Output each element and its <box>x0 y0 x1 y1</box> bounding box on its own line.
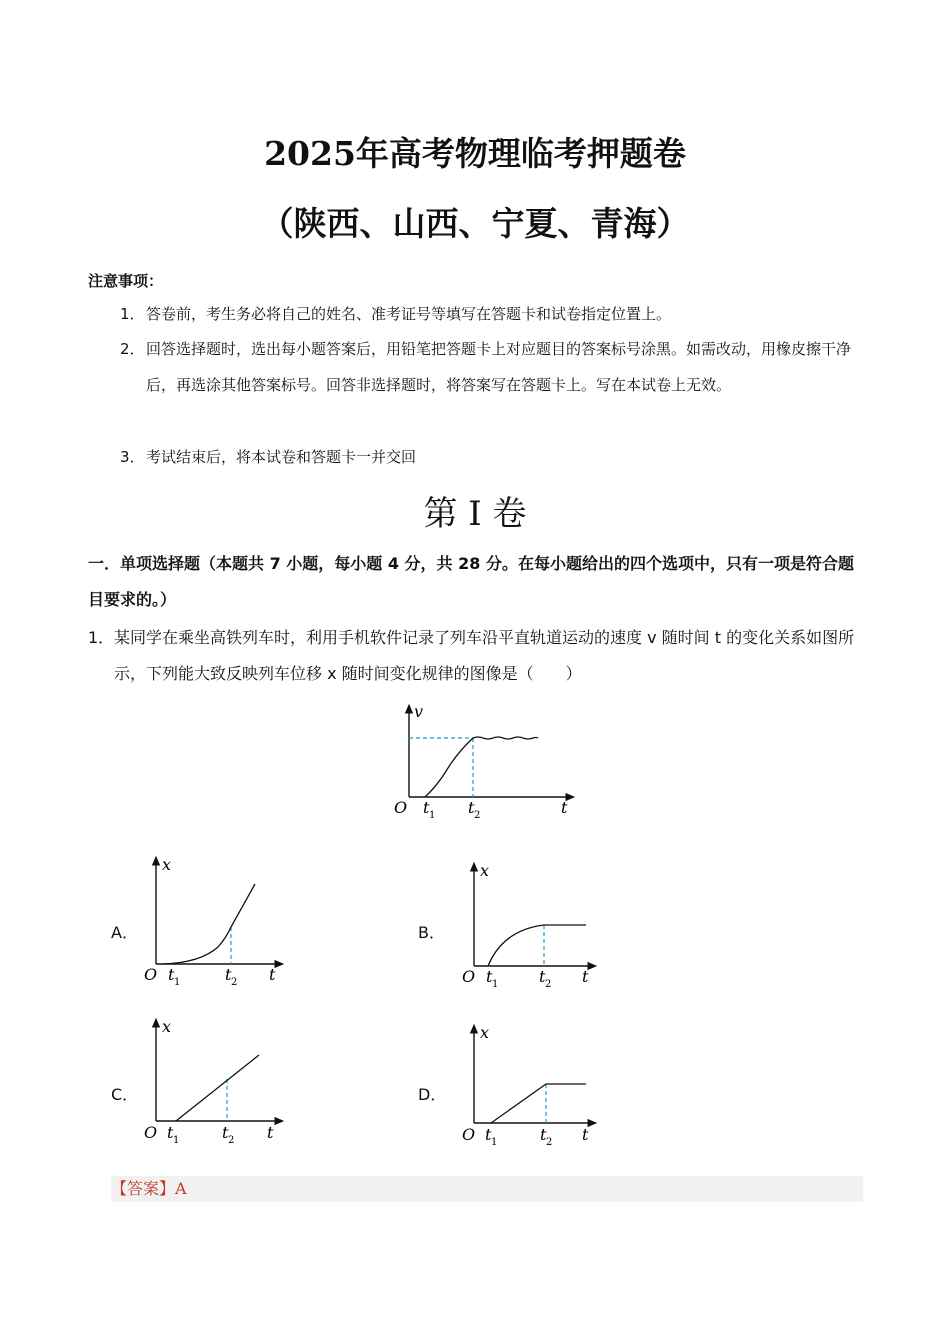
page-subtitle: （陕西、山西、宁夏、青海） <box>260 204 690 243</box>
answer-value: A <box>175 1179 187 1198</box>
t2-subscript: 2 <box>546 1137 553 1148</box>
part-heading: 一．单项选择题（本题共 7 小题，每小题 4 分，共 28 分。在每小题给出的四个选项中，只有一项是符合题目要求的。） <box>88 554 854 609</box>
notice-item-text: 考试结束后，将本试卷和答题卡一并交回 <box>146 448 417 466</box>
t1-label: t <box>486 967 493 986</box>
notice-item-number: 1． <box>120 305 145 323</box>
t2-subscript: 2 <box>474 810 481 821</box>
notice-item-text: 回答选择题时，选出每小题答案后，用铅笔把答题卡上对应题目的答案标号涂黑。如需改动，用橡皮擦干净后，再选涂其他答案标号。回答非选择题时，将答案写在答题卡上。写在本试卷上无效。 <box>146 340 852 394</box>
origin-label: O <box>394 798 408 817</box>
notice-item-number: 2． <box>120 340 145 358</box>
y-axis-label: x <box>480 1023 490 1042</box>
t1-subscript: 1 <box>429 810 436 821</box>
option-b-label[interactable]: B． <box>418 923 445 942</box>
option-d-graph[interactable] <box>458 1020 603 1150</box>
answer-label: 【答案】 <box>111 1179 176 1198</box>
origin-label: O <box>462 1125 476 1144</box>
t1-label: t <box>423 798 430 817</box>
origin-label: O <box>462 967 476 986</box>
notice-item <box>120 439 865 475</box>
y-axis-label: x <box>162 855 172 874</box>
notice-heading: 注意事项： <box>88 272 164 290</box>
x-axis-label: t <box>561 798 568 817</box>
t1-label: t <box>485 1125 492 1144</box>
option-c-label[interactable]: C． <box>111 1085 139 1104</box>
position-line <box>176 1055 259 1121</box>
t1-subscript: 1 <box>491 1137 498 1148</box>
t2-label: t <box>222 1123 229 1142</box>
t1-subscript: 1 <box>173 1135 180 1146</box>
t1-label: t <box>168 965 175 984</box>
answer-box <box>111 1176 863 1202</box>
t1-subscript: 1 <box>492 979 499 988</box>
notice-item-text: 答卷前，考生务必将自己的姓名、准考证号等填写在答题卡和试卷指定位置上。 <box>146 305 672 323</box>
t2-subscript: 2 <box>231 977 238 987</box>
position-line <box>491 1084 586 1123</box>
option-d-label[interactable]: D． <box>418 1085 447 1104</box>
t2-label: t <box>468 798 475 817</box>
question-1 <box>88 620 863 692</box>
t2-subscript: 2 <box>228 1135 235 1146</box>
origin-label: O <box>144 1123 158 1142</box>
position-curve <box>162 884 255 964</box>
option-a-graph[interactable] <box>140 852 290 987</box>
position-curve <box>488 925 586 966</box>
t2-label: t <box>539 967 546 986</box>
x-axis-label: t <box>267 1123 274 1142</box>
y-axis-label: x <box>162 1017 172 1036</box>
t2-label: t <box>225 965 232 984</box>
velocity-curve <box>425 737 538 797</box>
t2-label: t <box>540 1125 547 1144</box>
t1-label: t <box>167 1123 174 1142</box>
option-a-label[interactable]: A． <box>111 923 138 942</box>
option-b-graph[interactable] <box>458 858 603 988</box>
question-number: 1． <box>88 628 115 647</box>
notice-item <box>120 296 865 332</box>
notice-item-number: 3． <box>120 448 145 466</box>
page-title: 2025年高考物理临考押题卷 <box>264 134 686 173</box>
y-axis-label: x <box>480 861 490 880</box>
notice-item <box>120 331 865 403</box>
x-axis-label: t <box>582 1125 589 1144</box>
velocity-time-graph <box>388 700 588 825</box>
x-axis-label: t <box>582 967 589 986</box>
option-c-graph[interactable] <box>140 1014 290 1149</box>
question-text: 某同学在乘坐高铁列车时，利用手机软件记录了列车沿平直轨道运动的速度 v 随时间 t 的变化关系如图所示，下列能大致反映列车位移 x 随时间变化规律的图像是（ ） <box>114 628 855 683</box>
origin-label: O <box>144 965 158 984</box>
t1-subscript: 1 <box>174 977 181 987</box>
section-title: 第 I 卷 <box>423 494 527 534</box>
x-axis-label: t <box>269 965 276 984</box>
t2-subscript: 2 <box>545 979 552 988</box>
y-axis-label: v <box>414 702 424 721</box>
